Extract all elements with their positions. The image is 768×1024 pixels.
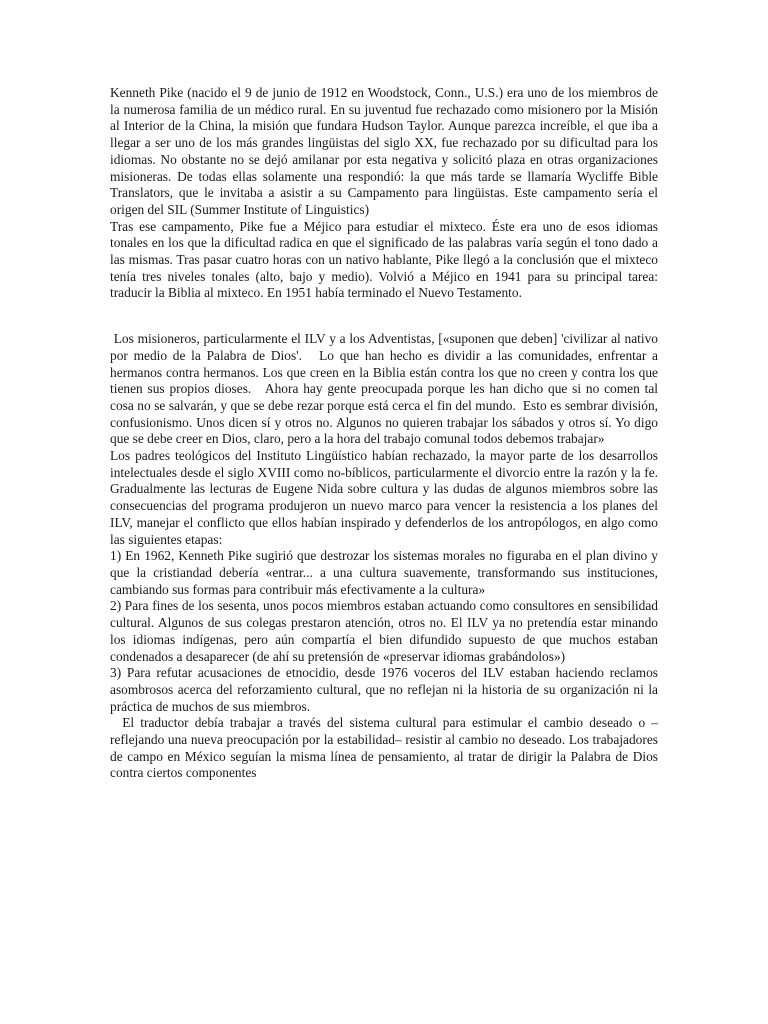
paragraph-stage-2: 2) Para fines de los sesenta, unos pocos miembros estaban actuando como consultores en sensibilidad cultural. Algunos de sus colegas prestaron atención, otros no. El ILV ya no pretendía estar minando los idiomas indígenas, pero aún compartía el bien difundido supuesto de que muchos estaban condenados a desaparecer (de ahí su pretensión de «preservar idiomas grabándolos») [110,598,658,664]
paragraph-translator: El traductor debía trabajar a través del sistema cultural para estimular el cambio deseado o –reflejando una nueva preocupación por la estabilidad– resistir al cambio no deseado. Los trabajadores de campo en México seguían la misma línea de pensamiento, al tratar de dirigir la Palabra de Dios contra ciertos componentes [110,715,662,781]
document-page [110,85,662,782]
paragraph-stage-3: 3) Para refutar acusaciones de etnocidio, desde 1976 voceros del ILV estaban haciendo reclamos asombrosos acerca del reforzamiento cultural, que no reflejan ni la historia de su organización ni la práctica de muchos de sus miembros. [110,665,658,714]
paragraph-stage-1: 1) En 1962, Kenneth Pike sugirió que destrozar los sistemas morales no figuraba en el plan divino y que la cristiandad debería «entrar... a una cultura suavemente, transformando sus instituciones, cambiando sus formas para contribuir más efectivamente a la cultura» [110,548,658,597]
paragraph-pike-biography: Kenneth Pike (nacido el 9 de junio de 1912 en Woodstock, Conn., U.S.) era uno de los miembros de la numerosa familia de un médico rural. En su juventud fue rechazado como misionero por la Misión al Interior de la China, la misión que fundara Hudson Taylor. Aunque parezca increíble, el que iba a llegar a ser uno de los más grandes lingüistas del siglo XX, fue rechazado por su dificultad para los idiomas. No obstante no se dejó amilanar por esta negativa y solicitó plaza en otras organizaciones misioneras. De todas ellas solamente una respondió: la que más tarde se llamaría Wycliffe Bible Translators, que le invitaba a asistir a su Campamento para lingüistas. Este campamento sería el origen del SIL (Summer Institute of Linguistics) [110,85,658,217]
paragraph-theological-fathers: Los padres teológicos del Instituto Lingüístico habían rechazado, la mayor parte de los desarrollos intelectuales desde el siglo XVIII como no-bíblicos, particularmente el divorcio entre la razón y la fe. Gradualmente las lecturas de Eugene Nida sobre cultura y las dudas de algunos miembros sobre las consecuencias del programa produjeron un nuevo marco para vencer la resistencia a los planes del ILV, manejar el conflicto que ellos habían inspirado y defenderlos de los antropólogos, en algo como las siguientes etapas: [110,448,658,547]
paragraph-mixteco: Tras ese campamento, Pike fue a Méjico para estudiar el mixteco. Éste era uno de esos idiomas tonales en los que la dificultad radica en que el significado de las palabras varía según el tono dado a las mismas. Tras pasar cuatro horas con un nativo hablante, Pike llegó a la conclusión que el mixteco tenía tres niveles tonales (alto, bajo y medio). Volvió a Méjico en 1941 para su principal tarea: traducir la Biblia al mixteco. En 1951 había terminado el Nuevo Testamento. [110,218,658,301]
paragraph-missionaries-quote: Los misioneros, particularmente el ILV y a los Adventistas, [«suponen que deben] 'civilizar al nativo por medio de la Palabra de Dios'. Lo que han hecho es dividir a las comunidades, enfrentar a hermanos contra hermanos. Los que creen en la Biblia están contra los que no creen y contra los que tienen sus propios dioses. Ahora hay gente preocupada porque les han dicho que si no comen tal cosa no se salvarán, y que se debe rezar porque está cerca el fin del mundo. Esto es sembrar división, confusionismo. Unos dicen sí y otros no. Algunos no quieren trabajar los sábados y otros sí. Yo digo que se debe creer en Dios, claro, pero a la hora del trabajo comunal todos debemos trabajar» [110,331,662,447]
